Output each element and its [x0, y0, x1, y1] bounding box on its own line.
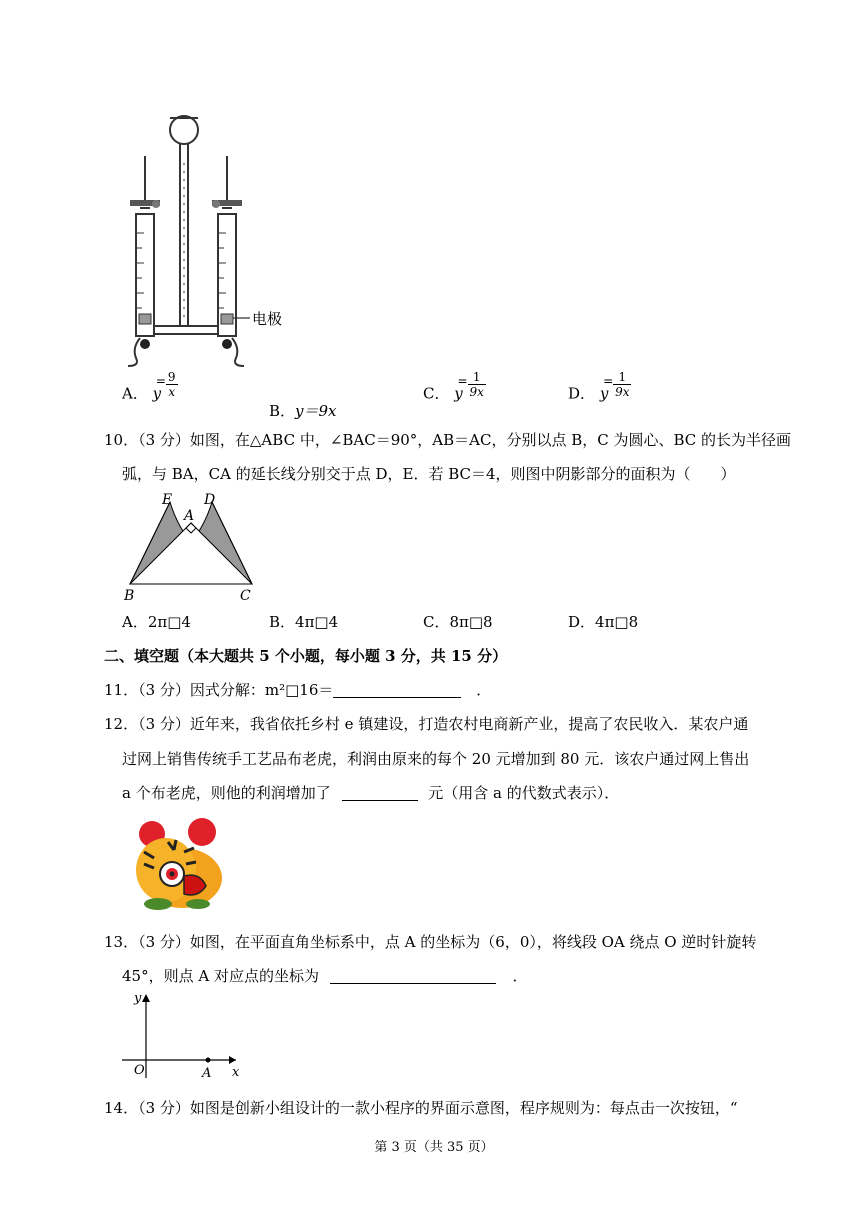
point-a-label: A: [202, 1066, 212, 1081]
x-axis-label: x: [232, 1065, 240, 1080]
answer-blank[interactable]: [342, 784, 418, 801]
section-2-title: 二、填空题（本大题共 5 个小题，每小题 3 分，共 15 分）: [104, 647, 508, 665]
q10-line-1: 10．（3 分）如图，在△ABC 中，∠BAC＝90°，AB＝AC，分别以点 B，C 为圆心、BC 的长为半径画: [104, 431, 792, 449]
q9-option-a: A． y = 9 x: [122, 370, 176, 403]
electrolysis-apparatus-figure: [118, 108, 318, 370]
label-c: C: [240, 588, 251, 604]
q9-option-d: D． y = 1 9x: [568, 370, 630, 403]
electrode-label: 电极: [252, 310, 283, 328]
q10-option-d: D．4π□8: [568, 613, 639, 631]
page-footer: 第 3 页（共 35 页）: [374, 1140, 494, 1155]
q10-option-a: A．2π□4: [122, 613, 191, 631]
fraction: = 9 x: [155, 370, 176, 399]
label-e: E: [162, 492, 173, 508]
q14-line-1: 14．（3 分）如图是创新小组设计的一款小程序的界面示意图，程序规则为：每点击一次按钮，“: [104, 1099, 738, 1117]
q13-line-1: 13．（3 分）如图，在平面直角坐标系中，点 A 的坐标为（6，0），将线段 OA 绕点 O 逆时针旋转: [104, 933, 757, 951]
y-axis-label: y: [134, 991, 142, 1006]
triangle-arcs-figure: [118, 488, 268, 606]
answer-blank[interactable]: [333, 681, 461, 698]
q9-option-c: C． y = 1 9x: [423, 370, 484, 403]
q11: 11．（3 分）因式分解：m²□16＝ ．: [104, 681, 492, 699]
fraction: = 1 9x: [603, 370, 630, 399]
fraction: = 1 9x: [457, 370, 484, 399]
q10-option-c: C．8π□8: [423, 613, 493, 631]
label-d: D: [204, 492, 216, 508]
origin-label: O: [134, 1063, 145, 1078]
q10-option-b: B．4π□4: [269, 613, 339, 631]
q12-line-3: a 个布老虎，则他的利润增加了 元（用含 a 的代数式表示）．: [122, 784, 620, 802]
q12-line-1: 12．（3 分）近年来，我省依托乡村 e 镇建设，打造农村电商新产业，提高了农民收入．某农户通: [104, 715, 749, 733]
label-a: A: [184, 508, 195, 524]
cloth-tiger-image: [124, 812, 224, 914]
q13-line-2: 45°，则点 A 对应点的坐标为 ．: [122, 967, 528, 985]
q12-line-2: 过网上销售传统手工艺品布老虎，利润由原来的每个 20 元增加到 80 元．该农户通过网上售出: [122, 750, 750, 768]
label-b: B: [124, 588, 135, 604]
answer-blank[interactable]: [330, 967, 496, 984]
q10-line-2: 弧，与 BA，CA 的延长线分别交于点 D，E．若 BC＝4，则图中阴影部分的面积为（ ）: [122, 465, 736, 483]
coordinate-axes-figure: [118, 988, 248, 1082]
q9-option-b: B．y＝9x: [269, 402, 337, 420]
